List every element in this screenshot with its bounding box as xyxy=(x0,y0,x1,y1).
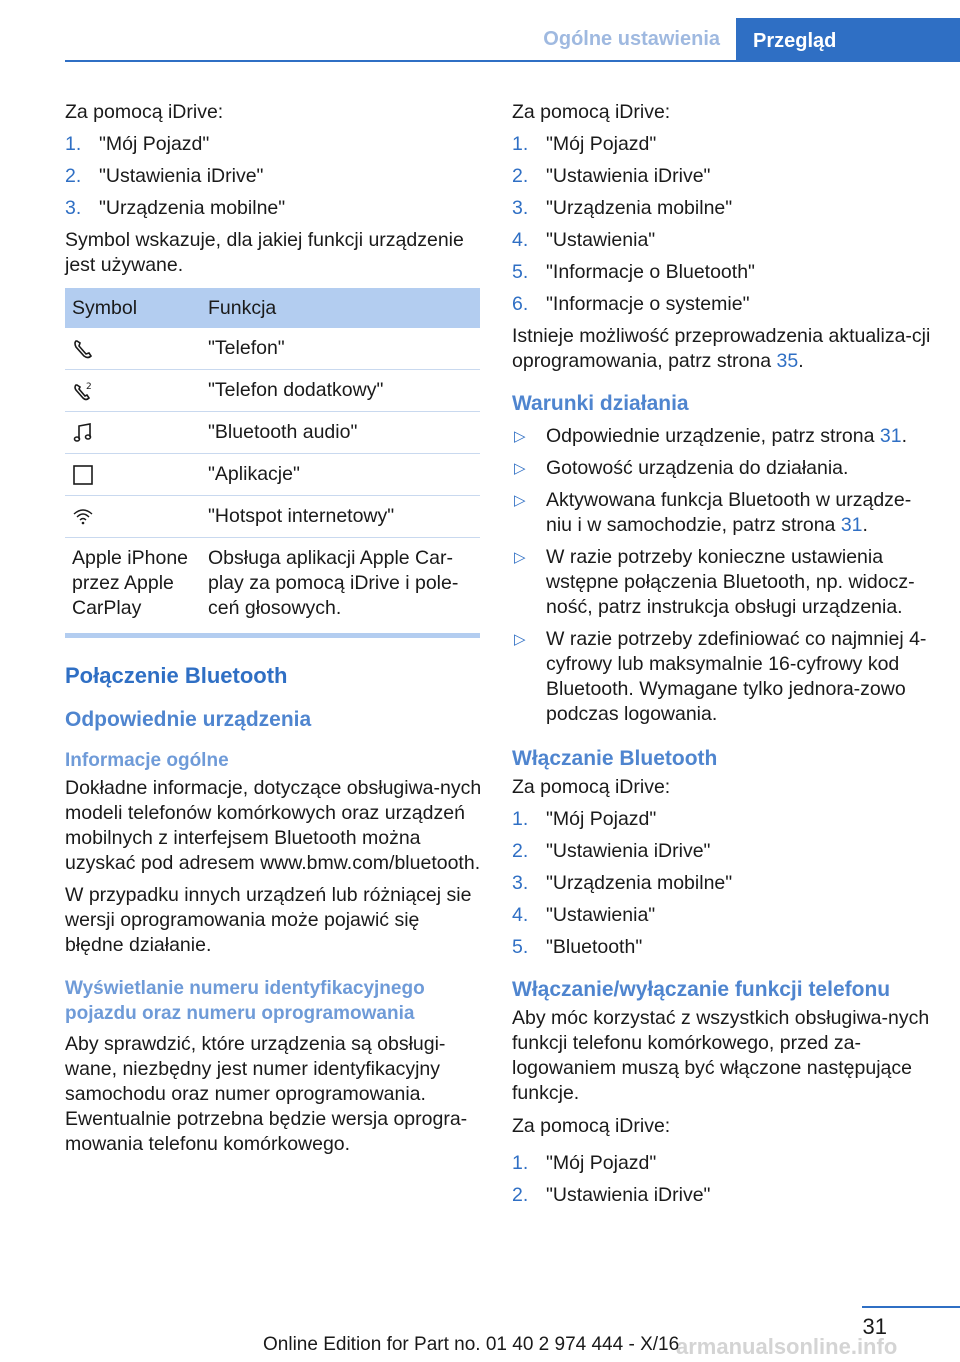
right-column xyxy=(512,100,932,1215)
footer-rule xyxy=(862,1306,960,1308)
page-link-35[interactable]: 35 xyxy=(776,350,799,372)
step-number: 3. xyxy=(512,872,529,894)
step-number: 2. xyxy=(512,840,529,862)
step-number: 2. xyxy=(512,1184,529,1206)
condition-end: . xyxy=(862,514,868,536)
list-item xyxy=(65,132,483,157)
step-text: "Bluetooth" xyxy=(546,936,643,958)
step-text: "Ustawienia iDrive" xyxy=(546,840,711,862)
list-item xyxy=(512,292,932,317)
list-item xyxy=(512,871,932,896)
steps-list xyxy=(512,1151,932,1208)
page-number: 31 xyxy=(862,1314,887,1339)
function-cell: "Hotspot internetowy" xyxy=(201,496,480,538)
condition-end: . xyxy=(901,425,907,447)
symbol-description: Symbol wskazuje, dla jakiej funkcji urządzenie jest używane. xyxy=(65,229,464,276)
left-column xyxy=(65,100,483,1164)
step-number: 3. xyxy=(65,197,82,219)
table-row xyxy=(65,412,480,454)
step-number: 1. xyxy=(512,133,529,155)
intro-text: Za pomocą iDrive: xyxy=(512,776,671,798)
list-item xyxy=(512,627,932,727)
phone-icon xyxy=(72,338,94,360)
list-item xyxy=(512,228,932,253)
condition-text: Odpowiednie urządzenie, patrz strona xyxy=(546,425,875,447)
header-section-title: Ogólne ustawienia xyxy=(543,28,720,50)
list-item xyxy=(65,164,483,189)
table-row xyxy=(65,496,480,538)
step-number: 5. xyxy=(512,936,529,958)
triangle-bullet-icon: ▷ xyxy=(514,492,526,509)
table-header-row xyxy=(65,288,480,328)
list-item xyxy=(512,935,932,960)
heading-enable-bluetooth: Włączanie Bluetooth xyxy=(512,747,718,770)
condition-text: W razie potrzeby zdefiniować co najmniej 4-cyfrowy lub maksymalnie 16-cyfrowy kod Bluetooth. Wymagane tylko jednora-zowo podczas logowania. xyxy=(546,628,927,725)
update-paragraph: Istnieje możliwość przeprowadzenia aktualiza-cji oprogramowania, patrz strona 35. xyxy=(512,325,931,372)
step-text: "Informacje o Bluetooth" xyxy=(546,261,755,283)
function-cell: "Telefon dodatkowy" xyxy=(201,370,480,412)
step-number: 1. xyxy=(512,808,529,830)
header-rule xyxy=(65,60,960,62)
music-note-icon xyxy=(72,422,94,444)
triangle-bullet-icon: ▷ xyxy=(514,460,526,477)
condition-text: Gotowość urządzenia do działania. xyxy=(546,457,849,479)
intro-text: Za pomocą iDrive: xyxy=(65,101,224,123)
list-item xyxy=(65,196,483,221)
phone-2-icon xyxy=(72,380,94,402)
table-row xyxy=(65,370,480,412)
list-item xyxy=(512,1151,932,1176)
conditions-list xyxy=(512,424,932,727)
update-text: Istnieje możliwość przeprowadzenia aktualiza-cji oprogramowania, patrz strona xyxy=(512,325,931,372)
condition-text: Aktywowana funkcja Bluetooth w urządze-niu i w samochodzie, patrz strona xyxy=(546,489,912,536)
watermark: armanualsonline.info xyxy=(676,1334,898,1359)
edition-text: Online Edition for Part no. 01 40 2 974 444 - X/16 xyxy=(263,1334,680,1355)
step-text: "Urządzenia mobilne" xyxy=(99,197,286,219)
triangle-bullet-icon: ▷ xyxy=(514,631,526,648)
step-text: "Ustawienia" xyxy=(546,229,656,251)
phone-paragraph: Aby móc korzystać z wszystkich obsługiwa-nych funkcji telefonu komórkowego, przed za-logowaniem muszą być włączone następujące funkcje. xyxy=(512,1007,930,1104)
header-tab: Przegląd xyxy=(736,18,960,60)
list-item xyxy=(512,488,932,538)
list-item xyxy=(512,903,932,928)
list-item xyxy=(512,196,932,221)
table-row xyxy=(65,454,480,496)
step-text: "Ustawienia iDrive" xyxy=(546,165,711,187)
step-number: 1. xyxy=(512,1152,529,1174)
list-item xyxy=(512,164,932,189)
general-paragraph-2: W przypadku innych urządzeń lub różniącej sie wersji oprogramowania może pojawić się błędne działanie. xyxy=(65,884,472,956)
page-link-31[interactable]: 31 xyxy=(840,514,863,536)
list-item xyxy=(512,132,932,157)
step-text: "Mój Pojazd" xyxy=(99,133,210,155)
condition-text: W razie potrzeby konieczne ustawienia wstępne połączenia Bluetooth, np. widocz-ność, patrz instrukcja obsługi urządzenia. xyxy=(546,546,915,618)
step-number: 2. xyxy=(65,165,82,187)
page-link-31[interactable]: 31 xyxy=(879,425,902,447)
step-text: "Ustawienia iDrive" xyxy=(546,1184,711,1206)
table-row xyxy=(65,538,480,630)
step-number: 4. xyxy=(512,229,529,251)
intro-text: Za pomocą iDrive: xyxy=(512,1115,671,1137)
heading-vin-display: Wyświetlanie numeru identyfikacyjnego pojazdu oraz numeru oprogramowania xyxy=(65,978,425,1024)
list-item xyxy=(512,260,932,285)
function-cell: "Aplikacje" xyxy=(201,454,480,496)
step-number: 6. xyxy=(512,293,529,315)
step-number: 3. xyxy=(512,197,529,219)
step-text: "Urządzenia mobilne" xyxy=(546,872,733,894)
table-header-function: Funkcja xyxy=(201,288,480,328)
symbol-table xyxy=(65,288,480,629)
step-text: "Informacje o systemie" xyxy=(546,293,750,315)
step-number: 2. xyxy=(512,165,529,187)
step-text: "Ustawienia" xyxy=(546,904,656,926)
general-paragraph-1: Dokładne informacje, dotyczące obsługiwa-nych modeli telefonów komórkowych oraz urządzeń mobilnych z interfejsem Bluetooth można uzyskać pod adresem www.bmw.com/bluetooth. xyxy=(65,777,482,874)
heading-phone-functions-toggle: Włączanie/wyłączanie funkcji telefonu xyxy=(512,978,891,1001)
step-text: "Urządzenia mobilne" xyxy=(546,197,733,219)
step-number: 4. xyxy=(512,904,529,926)
table-header-symbol: Symbol xyxy=(65,288,201,328)
list-item xyxy=(512,839,932,864)
heading-operating-conditions: Warunki działania xyxy=(512,392,689,415)
heading-general-info: Informacje ogólne xyxy=(65,750,229,771)
function-cell: Obsługa aplikacji Apple Car-play za pomocą iDrive i pole-ceń głosowych. xyxy=(208,547,459,619)
step-number: 1. xyxy=(65,133,82,155)
vin-paragraph: Aby sprawdzić, które urządzenia są obsługi-wane, niezbędny jest numer identyfikacyjny samochodu oraz numer oprogramowania. Ewentualnie potrzebna będzie wersja oprogra-mowania telefonu komórkowego. xyxy=(65,1033,468,1155)
steps-list xyxy=(65,132,483,221)
steps-list xyxy=(512,132,932,317)
table-row xyxy=(65,328,480,370)
step-text: "Mój Pojazd" xyxy=(546,133,657,155)
step-text: "Mój Pojazd" xyxy=(546,808,657,830)
wifi-icon xyxy=(72,506,94,528)
steps-list xyxy=(512,807,932,960)
svg-text:2: 2 xyxy=(86,381,92,392)
function-cell: "Telefon" xyxy=(201,328,480,370)
square-icon xyxy=(72,464,94,486)
function-cell: "Bluetooth audio" xyxy=(201,412,480,454)
page-header xyxy=(0,0,960,62)
list-item xyxy=(512,424,932,449)
table-bottom-rule xyxy=(65,633,480,638)
triangle-bullet-icon: ▷ xyxy=(514,428,526,445)
list-item xyxy=(512,1183,932,1208)
symbol-text-cell: Apple iPhone przez Apple CarPlay xyxy=(72,547,189,619)
list-item xyxy=(512,456,932,481)
list-item xyxy=(512,545,932,620)
triangle-bullet-icon: ▷ xyxy=(514,549,526,566)
intro-text: Za pomocą iDrive: xyxy=(512,101,671,123)
heading-suitable-devices: Odpowiednie urządzenia xyxy=(65,708,312,731)
step-text: "Mój Pojazd" xyxy=(546,1152,657,1174)
list-item xyxy=(512,807,932,832)
step-text: "Ustawienia iDrive" xyxy=(99,165,264,187)
step-number: 5. xyxy=(512,261,529,283)
heading-bluetooth-connection: Połączenie Bluetooth xyxy=(65,663,288,688)
